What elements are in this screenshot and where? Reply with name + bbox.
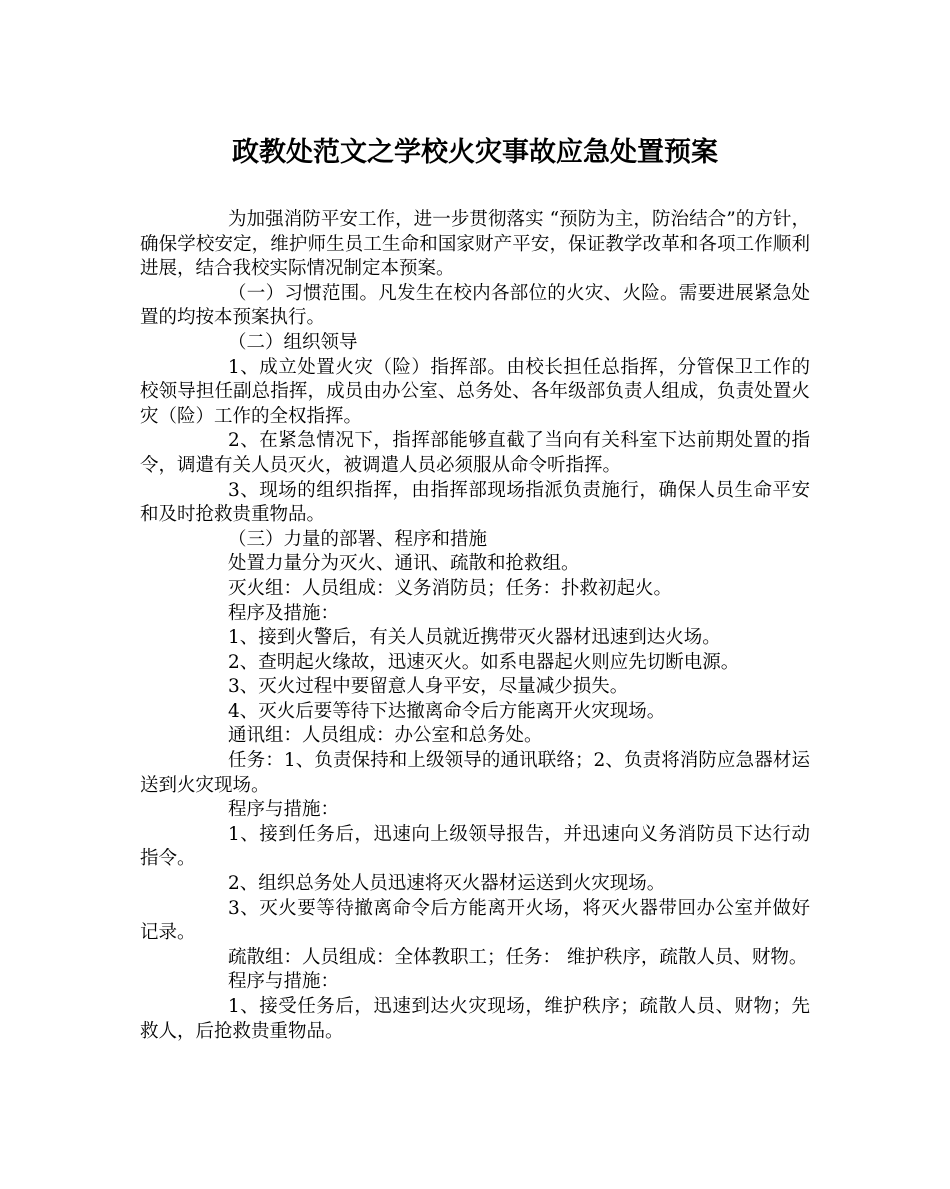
paragraph-onsite-command: 3、现场的组织指挥，由指挥部现场指派负责施行，确保人员生命平安和及时抢救贵重物品。	[140, 479, 810, 526]
paragraph-procedure-heading-3: 程序与措施：	[228, 971, 340, 993]
paragraph-evacuation-team: 疏散组：人员组成：全体教职工；任务： 维护秩序，疏散人员、财物。	[228, 946, 808, 968]
paragraph-fire-step-2: 2、查明起火缘故，迅速灭火。如系电器起火则应先切断电源。	[228, 651, 740, 673]
section-heading-organization: （二）组织领导	[228, 331, 358, 353]
paragraph-evac-step-1: 1、接受任务后，迅速到达火灾现场，维护秩序；疏散人员、财物；先救人，后抢救贵重物品。	[140, 996, 810, 1042]
paragraph-emergency-orders: 2、在紧急情况下，指挥部能够直截了当向有关科室下达前期处置的指令，调遣有关人员灭火，被调遣人员必须服从命令听指挥。	[140, 430, 810, 476]
paragraph-firefighting-team: 灭火组：人员组成：义务消防员；任务：扑救初起火。	[228, 577, 673, 599]
paragraph-command-center: 1、成立处置火灾（险）指挥部。由校长担任总指挥，分管保卫工作的校领导担任副总指挥，成员由办公室、总务处、各年级部负责人组成，负责处置火灾（险）工作的全权指挥。	[140, 356, 810, 427]
paragraph-comm-step-3: 3、灭火要等待撤离命令后方能离开火场，将灭火器带回办公室并做好记录。	[140, 897, 810, 944]
paragraph-procedure-heading: 程序及措施：	[228, 602, 340, 624]
paragraph-fire-step-3: 3、灭火过程中要留意人身平安，尽量减少损失。	[228, 676, 629, 698]
paragraph-scope: （一）习惯范围。凡发生在校内各部位的火灾、火险。需要进展紧急处置的均按本预案执行。	[140, 282, 810, 329]
paragraph-fire-step-4: 4、灭火后要等待下达撤离命令后方能离开火灾现场。	[228, 700, 666, 722]
paragraph-forces: 处置力量分为灭火、通讯、疏散和抢救组。	[228, 553, 580, 575]
paragraph-comm-step-1: 1、接到任务后，迅速向上级领导报告，并迅速向义务消防员下达行动指令。	[140, 823, 810, 870]
document-title: 政教处范文之学校火灾事故应急处置预案	[232, 137, 718, 168]
paragraph-communication-team: 通讯组：人员组成：办公室和总务处。	[228, 725, 543, 747]
section-heading-deployment: （三）力量的部署、程序和措施	[228, 528, 488, 550]
paragraph-fire-step-1: 1、接到火警后，有关人员就近携带灭火器材迅速到达火场。	[228, 627, 721, 649]
paragraph-procedure-heading-2: 程序与措施：	[228, 799, 340, 821]
paragraph-communication-tasks: 任务：1、负责保持和上级领导的通讯联络；2、负责将消防应急器材运送到火灾现场。	[140, 750, 810, 796]
paragraph-comm-step-2: 2、组织总务处人员迅速将灭火器材运送到火灾现场。	[228, 873, 666, 895]
document-body	[140, 208, 810, 1044]
paragraph-intro: 为加强消防平安工作，进一步贯彻落实 “预防为主，防治结合”的方针，确保学校安定，维护师生员工生命和国家财产平安，保证教学改革和各项工作顺利进展，结合我校实际情况制定本预案。	[140, 209, 810, 280]
